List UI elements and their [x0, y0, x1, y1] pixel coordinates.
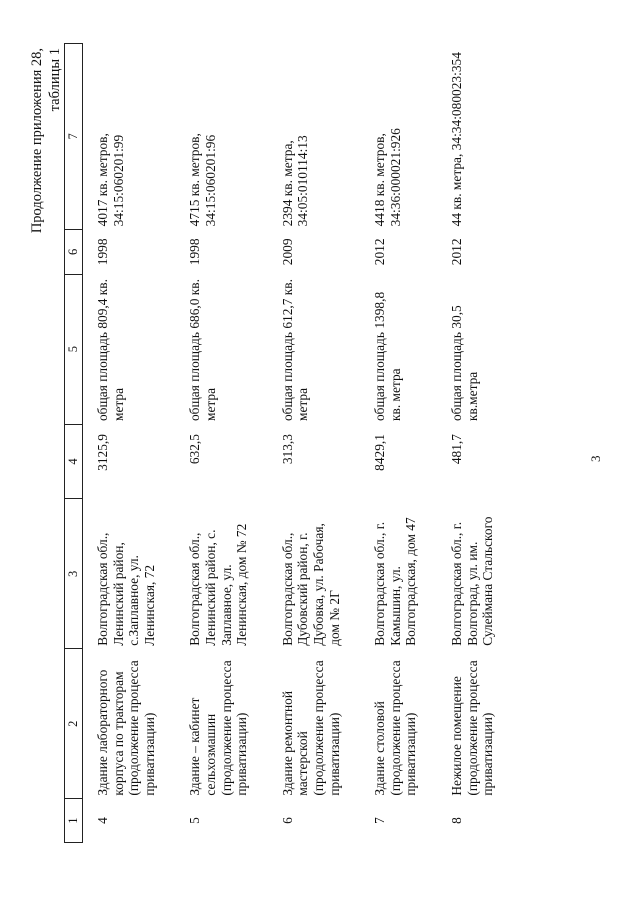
header-col-2: 2	[65, 649, 83, 799]
row-number: 4	[95, 817, 110, 824]
row-number: 6	[279, 817, 295, 824]
object-area: общая площадь 809,4 кв. метра	[95, 279, 126, 422]
object-value: 481,7	[448, 434, 464, 465]
object-address: Волгоградская обл., г. Камышин, ул. Волгоградская, дом 47	[372, 517, 419, 646]
object-year: 2012	[372, 238, 388, 266]
table-row	[175, 44, 267, 843]
object-address: Волгоградская обл., Дубовский район, г. Дубовка, ул. Рабочая, дом № 2Г	[279, 523, 342, 646]
header-col-1: 1	[65, 799, 83, 843]
object-area: общая площадь 686,0 кв. метра	[187, 279, 218, 422]
object-value: 313,3	[279, 434, 295, 465]
object-area: общая площадь 1398,8 кв. метра	[372, 291, 403, 422]
header-col-5: 5	[65, 274, 83, 424]
table-row	[83, 44, 176, 843]
header-col-3: 3	[65, 499, 83, 649]
land-plot: 44 кв. метра, 34:34:080023:354	[448, 52, 464, 227]
object-address: Волгоградская обл., Ленинский район, с.Заплавное, ул. Ленинская, 72	[95, 532, 157, 646]
object-value: 8429,1	[372, 434, 388, 471]
object-area: общая площадь 612,7 кв. метра	[279, 279, 311, 422]
object-year: 2009	[279, 238, 295, 266]
land-plot: 2394 кв. метра, 34:05:010114:13	[279, 135, 311, 227]
header-col-6: 6	[65, 229, 83, 274]
land-plot: 4715 кв. метров, 34:15:060201:96	[187, 133, 218, 227]
object-address: Волгоградская обл., г. Волгоград, ул. им. Сулеймана Стальского	[448, 516, 496, 646]
table-row	[360, 44, 437, 843]
row-number: 5	[187, 817, 203, 824]
header-col-7: 7	[65, 44, 83, 230]
object-area: общая площадь 30,5 кв.метра	[448, 305, 480, 422]
object-name: Здание столовой (продолжение процесса приватизации)	[372, 660, 419, 796]
object-year: 1998	[95, 238, 110, 266]
object-value: 632,5	[187, 434, 203, 465]
object-year: 1998	[187, 238, 203, 266]
land-plot: 4418 кв. метров, 34:36:000021:926	[372, 128, 403, 227]
object-name: Здание – кабинет сельхозмашин (продолжение процесса приватизации)	[187, 660, 250, 796]
row-number: 7	[372, 817, 388, 824]
object-name: Нежилое помещение (продолжение процесса приватизации)	[448, 660, 496, 796]
row-number: 8	[448, 817, 464, 824]
table-row	[268, 44, 360, 843]
property-table	[64, 43, 514, 843]
object-value: 3125,9	[95, 434, 110, 471]
object-name: Здание ремонтной мастерской (продолжение процесса приватизации)	[279, 660, 342, 796]
page-number: 3	[588, 455, 603, 462]
header-col-4: 4	[65, 424, 83, 499]
continuation-heading	[28, 48, 64, 348]
object-name: Здание лабораторного корпуса по тракторам (продолжение процесса приватизации)	[95, 660, 157, 796]
continuation-line-1: Продолжение приложения 28,	[29, 48, 45, 234]
header-row	[65, 44, 83, 843]
table-row	[437, 44, 514, 843]
land-plot: 4017 кв. метров, 34:15:060201:99	[95, 133, 126, 227]
continuation-line-2: таблицы 1	[47, 48, 63, 112]
object-address: Волгоградская обл., Ленинский район, с. Заплавное, ул. Ленинская, дом № 72	[187, 523, 250, 646]
object-year: 2012	[448, 238, 464, 266]
